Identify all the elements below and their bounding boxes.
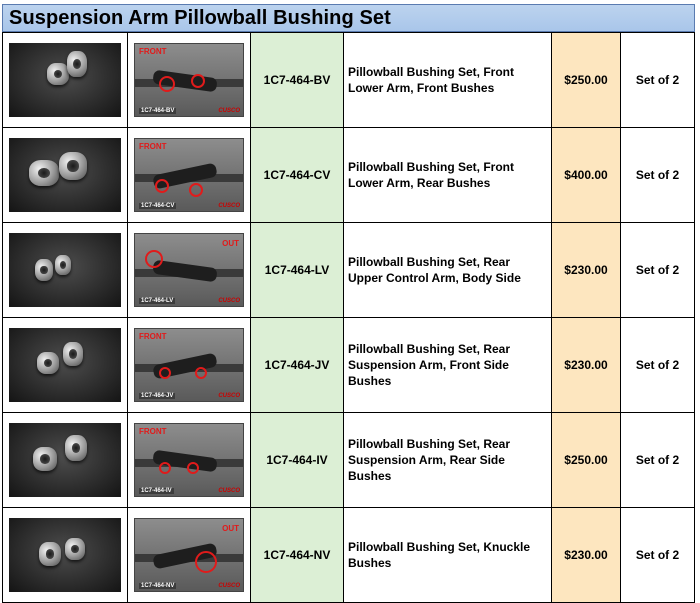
- description-line: Lower Arm, Front Bushes: [348, 81, 495, 95]
- product-photo[interactable]: [9, 43, 121, 117]
- part-number: 1C7-464-NV: [251, 508, 344, 603]
- part-price: $400.00: [552, 128, 621, 223]
- brand-logo: CUSCO: [218, 108, 240, 114]
- description-line: Bushes: [348, 556, 392, 570]
- front-arrow-label: FRONT: [139, 142, 167, 151]
- highlight-circle: [195, 551, 217, 573]
- product-photo[interactable]: [9, 518, 121, 592]
- out-arrow-label: OUT: [222, 239, 239, 248]
- fitment-diagram-cell: [128, 318, 251, 413]
- brand-logo: CUSCO: [218, 488, 240, 494]
- brand-logo: CUSCO: [218, 583, 240, 589]
- part-quantity: Set of 2: [621, 508, 695, 603]
- diagram-part-label: 1C7-464-LV: [141, 298, 174, 304]
- arm-shape: [152, 260, 217, 283]
- highlight-circle: [189, 183, 203, 197]
- part-description: [344, 413, 552, 508]
- front-arrow-label: FRONT: [139, 427, 167, 436]
- description-line: Lower Arm, Rear Bushes: [348, 176, 491, 190]
- part-description: [344, 223, 552, 318]
- brand-logo: CUSCO: [218, 298, 240, 304]
- product-photo-cell: [3, 508, 128, 603]
- part-price: $230.00: [552, 318, 621, 413]
- description-line: Suspension Arm, Front Side: [348, 358, 509, 372]
- part-price: $250.00: [552, 33, 621, 128]
- part-description: [344, 508, 552, 603]
- part-price: $230.00: [552, 223, 621, 318]
- product-photo-cell: [3, 318, 128, 413]
- description-line: Pillowball Bushing Set, Knuckle: [348, 540, 531, 554]
- part-number: 1C7-464-BV: [251, 33, 344, 128]
- part-price: $230.00: [552, 508, 621, 603]
- part-quantity: Set of 2: [621, 33, 695, 128]
- bushing-shape: [55, 255, 71, 275]
- section-title: Suspension Arm Pillowball Bushing Set: [9, 6, 391, 29]
- part-quantity: Set of 2: [621, 223, 695, 318]
- description-line: Upper Control Arm, Body Side: [348, 271, 521, 285]
- description-line: Pillowball Bushing Set, Front: [348, 65, 515, 79]
- description-line: Bushes: [348, 469, 392, 483]
- fitment-diagram[interactable]: [134, 423, 244, 497]
- table-row: [3, 508, 695, 603]
- fitment-diagram-cell: [128, 413, 251, 508]
- out-arrow-label: OUT: [222, 524, 239, 533]
- description-line: Suspension Arm, Rear Side: [348, 453, 505, 467]
- description-line: Pillowball Bushing Set, Rear: [348, 342, 511, 356]
- highlight-circle: [187, 462, 199, 474]
- part-price: $250.00: [552, 413, 621, 508]
- product-photo-cell: [3, 413, 128, 508]
- description-line: Pillowball Bushing Set, Front: [348, 160, 515, 174]
- diagram-part-label: 1C7-464-IV: [141, 488, 172, 494]
- table-row: [3, 413, 695, 508]
- product-photo-cell: [3, 33, 128, 128]
- part-quantity: Set of 2: [621, 318, 695, 413]
- bushing-shape: [35, 259, 53, 281]
- diagram-part-label: 1C7-464-CV: [141, 203, 175, 209]
- table-row: [3, 33, 695, 128]
- bushing-shape: [59, 152, 87, 180]
- bushing-shape: [63, 342, 83, 366]
- highlight-circle: [155, 179, 169, 193]
- diagram-part-label: 1C7-464-JV: [141, 393, 174, 399]
- highlight-circle: [159, 76, 175, 92]
- fitment-diagram-cell: [128, 33, 251, 128]
- bushing-shape: [39, 542, 61, 566]
- part-number: 1C7-464-IV: [251, 413, 344, 508]
- bushing-shape: [65, 538, 85, 560]
- fitment-diagram[interactable]: [134, 138, 244, 212]
- bushing-shape: [33, 447, 57, 471]
- parts-table: [2, 32, 695, 603]
- brand-logo: CUSCO: [218, 393, 240, 399]
- product-photo[interactable]: [9, 423, 121, 497]
- fitment-diagram-cell: [128, 128, 251, 223]
- product-photo-cell: [3, 223, 128, 318]
- bushing-shape: [65, 435, 87, 461]
- fitment-diagram[interactable]: [134, 233, 244, 307]
- product-photo-cell: [3, 128, 128, 223]
- part-description: [344, 318, 552, 413]
- brand-logo: CUSCO: [218, 203, 240, 209]
- part-quantity: Set of 2: [621, 413, 695, 508]
- front-arrow-label: FRONT: [139, 332, 167, 341]
- bushing-shape: [47, 63, 69, 85]
- description-line: Pillowball Bushing Set, Rear: [348, 255, 511, 269]
- highlight-circle: [159, 367, 171, 379]
- product-photo[interactable]: [9, 138, 121, 212]
- diagram-part-label: 1C7-464-BV: [141, 108, 175, 114]
- part-quantity: Set of 2: [621, 128, 695, 223]
- fitment-diagram[interactable]: [134, 328, 244, 402]
- part-number: 1C7-464-LV: [251, 223, 344, 318]
- diagram-part-label: 1C7-464-NV: [141, 583, 175, 589]
- parts-sheet: [2, 4, 695, 603]
- product-photo[interactable]: [9, 328, 121, 402]
- highlight-circle: [191, 74, 205, 88]
- highlight-circle: [145, 250, 163, 268]
- table-row: [3, 223, 695, 318]
- table-row: [3, 128, 695, 223]
- part-description: [344, 128, 552, 223]
- part-description: [344, 33, 552, 128]
- fitment-diagram-cell: [128, 508, 251, 603]
- product-photo[interactable]: [9, 233, 121, 307]
- part-number: 1C7-464-JV: [251, 318, 344, 413]
- fitment-diagram[interactable]: [134, 43, 244, 117]
- bushing-shape: [37, 352, 59, 374]
- front-arrow-label: FRONT: [139, 47, 167, 56]
- bushing-shape: [29, 160, 59, 186]
- section-title-bar: [2, 4, 695, 32]
- highlight-circle: [159, 462, 171, 474]
- description-line: Pillowball Bushing Set, Rear: [348, 437, 511, 451]
- highlight-circle: [195, 367, 207, 379]
- fitment-diagram-cell: [128, 223, 251, 318]
- fitment-diagram[interactable]: [134, 518, 244, 592]
- table-row: [3, 318, 695, 413]
- part-number: 1C7-464-CV: [251, 128, 344, 223]
- description-line: Bushes: [348, 374, 392, 388]
- bushing-shape: [67, 51, 87, 77]
